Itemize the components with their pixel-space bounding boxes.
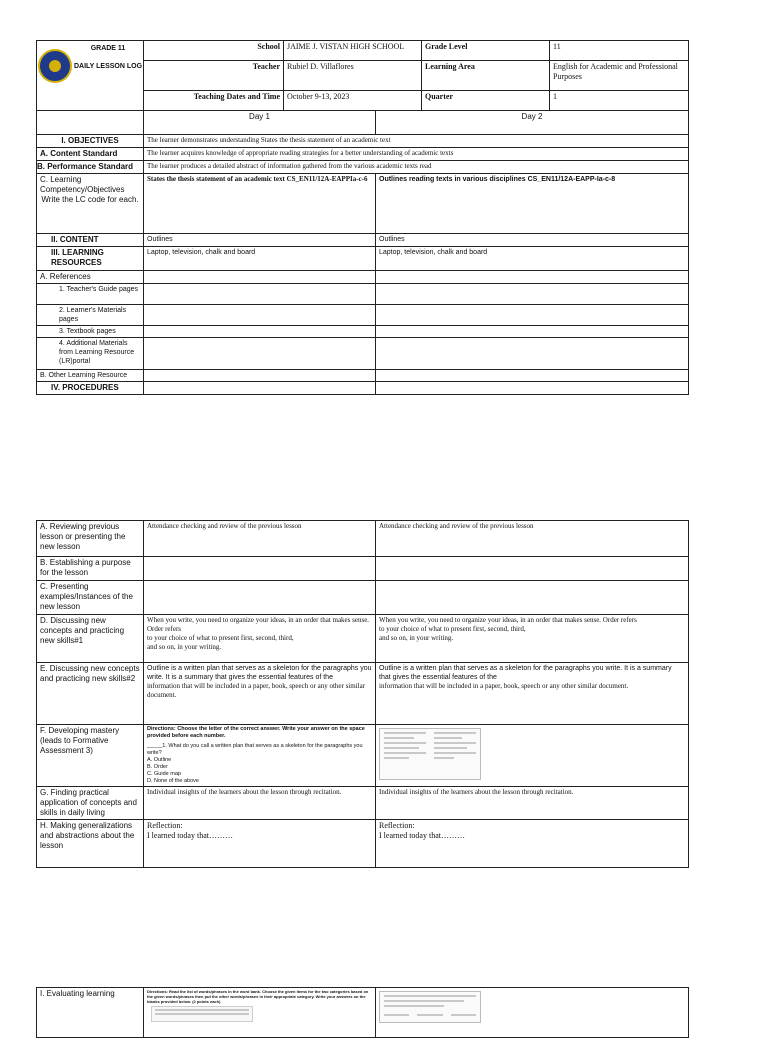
proc-f-label: F. Developing mastery (leads to Formative Assessment 3) (37, 725, 144, 787)
proc-i-label: I. Evaluating learning (37, 988, 144, 1038)
dates-label: Teaching Dates and Time (144, 91, 284, 111)
lc-day2: Outlines reading texts in various disciplines CS_EN11/12A-EAPP-Ia-c-8 (376, 174, 689, 234)
proc-f-day1-option-b: B. Order (147, 764, 168, 770)
proc-f-day1-option-c: C. Guide map (147, 771, 181, 777)
evaluation-worksheet-thumbnail (379, 991, 481, 1023)
quarter-value: 1 (550, 91, 689, 111)
proc-h-day2-line1: Reflection: (379, 821, 415, 830)
lc-label-line1: C. Learning Competency/Objectives (40, 175, 125, 194)
objectives-text: The learner demonstrates understanding States the thesis statement of an academic text (144, 135, 689, 148)
school-seal-icon (38, 49, 72, 83)
procedures-table (36, 520, 689, 868)
proc-h-day2 (376, 820, 689, 868)
header-logo-cell (37, 41, 144, 111)
learning-area-label: Learning Area (422, 61, 550, 91)
proc-d-day2-line3: and so on, in your writing. (379, 634, 454, 642)
proc-d-day2-line1: When you write, you need to organize your ideas, in an order that makes sense. Order refers (379, 616, 637, 624)
proc-e-day1-line1: Outline is a written plan that serves as a skeleton for the paragraphs you write. It is a summary that gives the essential features of the (147, 665, 372, 681)
learning-competency-label (37, 174, 144, 234)
proc-d-day1-line2: to your choice of what to present first, second, third, (147, 634, 294, 642)
lc-label-line2: Write the LC code for each. (41, 195, 139, 204)
proc-h-day1 (144, 820, 376, 868)
proc-e-day1 (144, 663, 376, 725)
proc-h-day1-line1: Reflection: (147, 821, 183, 830)
resources-label: III. LEARNING RESOURCES (37, 247, 144, 271)
proc-d-day1 (144, 615, 376, 663)
proc-h-day1-line2: I learned today that……… (147, 831, 233, 840)
proc-f-day1-directions: Directions: Choose the letter of the correct answer. Write your answer on the space provided before each number. (147, 726, 365, 739)
proc-h-day2-line2: I learned today that……… (379, 831, 465, 840)
content-standard-text: The learner acquires knowledge of appropriate reading strategies for a better understanding of academic texts (144, 148, 689, 161)
day2-header: Day 2 (376, 111, 689, 135)
proc-d-day2-line2: to your choice of what to present first, second, third, (379, 625, 526, 633)
log-title: DAILY LESSON LOG (73, 63, 143, 70)
evaluation-table (36, 987, 689, 1038)
ref-additional-materials: 4. Additional Materials from Learning Resource (LR)portal (37, 338, 144, 370)
other-learning-resource: B. Other Learning Resource (37, 370, 144, 382)
proc-d-day1-line1: When you write, you need to organize your ideas, in an order that makes sense. Order refers (147, 616, 370, 633)
proc-d-day2 (376, 615, 689, 663)
objectives-table (36, 110, 689, 395)
proc-g-label: G. Finding practical application of concepts and skills in daily living (37, 787, 144, 820)
learning-area-value: English for Academic and Professional Purposes (550, 61, 689, 91)
ref-teachers-guide: 1. Teacher's Guide pages (37, 284, 144, 305)
proc-c-label: C. Presenting examples/Instances of the new lesson (37, 581, 144, 615)
school-value: JAIME J. VISTAN HIGH SCHOOL (284, 41, 422, 61)
objectives-label: I. OBJECTIVES (37, 135, 144, 148)
proc-g-day2: Individual insights of the learners about the lesson through recitation. (376, 787, 689, 820)
grade-level-value: 11 (550, 41, 689, 61)
ref-learners-materials: 2. Learner's Materials pages (37, 305, 144, 326)
worksheet-thumbnail (379, 728, 481, 780)
performance-standard-label: B. Performance Standard (37, 161, 144, 174)
proc-f-day2 (376, 725, 689, 787)
proc-d-label: D. Discussing new concepts and practicing new skills#1 (37, 615, 144, 663)
proc-e-day1-line2: information that will be included in a paper, book, speech or any other similar document. (147, 682, 366, 699)
proc-f-day1-option-d: D. None of the above (147, 778, 199, 784)
lc-day1: States the thesis statement of an academic text CS_EN11/12A-EAPPIa-c-6 (144, 174, 376, 234)
proc-i-day1 (144, 988, 376, 1038)
proc-e-day2-line1: Outline is a written plan that serves as a skeleton for the paragraphs you write. It is a summary that gives the essential features of the (379, 665, 672, 681)
performance-standard-text: The learner produces a detailed abstract of information gathered from the various academic texts read (144, 161, 689, 174)
content-day2: Outlines (376, 234, 689, 247)
quarter-label: Quarter (422, 91, 550, 111)
proc-e-day2-line2: information that will be included in a paper, book, speech or any other similar document. (379, 682, 629, 690)
proc-f-day1 (144, 725, 376, 787)
proc-i-day1-directions: Directions: Read the list of words/phrases in the word bank. Choose the given items for the two categories based on the given words/phrases then put the other words/phrases in their appropriate category. Write your answers on the blanks provided below. (2 points each) (147, 989, 369, 1004)
proc-i-day2 (376, 988, 689, 1038)
proc-a-day2: Attendance checking and review of the previous lesson (376, 521, 689, 557)
dates-value: October 9-13, 2023 (284, 91, 422, 111)
proc-f-day1-option-a: A. Outline (147, 757, 172, 763)
resources-day1: Laptop, television, chalk and board (144, 247, 376, 271)
proc-g-day1: Individual insights of the learners about the lesson through recitation. (144, 787, 376, 820)
grade-heading: GRADE 11 (90, 45, 126, 52)
proc-a-day1: Attendance checking and review of the previous lesson (144, 521, 376, 557)
content-standard-label: A. Content Standard (37, 148, 144, 161)
teacher-value: Rubiel D. Villaflores (284, 61, 422, 91)
proc-h-label: H. Making generalizations and abstractions about the lesson (37, 820, 144, 868)
content-day1: Outlines (144, 234, 376, 247)
school-label: School (144, 41, 284, 61)
grade-level-label: Grade Level (422, 41, 550, 61)
references-label: A. References (37, 271, 144, 284)
proc-b-label: B. Establishing a purpose for the lesson (37, 557, 144, 581)
proc-e-day2 (376, 663, 689, 725)
proc-e-label: E. Discussing new concepts and practicing new skills#2 (37, 663, 144, 725)
procedures-label: IV. PROCEDURES (37, 382, 144, 395)
ref-textbook: 3. Textbook pages (37, 326, 144, 338)
teacher-label: Teacher (144, 61, 284, 91)
day1-header: Day 1 (144, 111, 376, 135)
header-table (36, 40, 689, 111)
word-bank-thumbnail (151, 1006, 253, 1022)
proc-a-label: A. Reviewing previous lesson or presenting the new lesson (37, 521, 144, 557)
content-label: II. CONTENT (37, 234, 144, 247)
proc-f-day1-question: _____1. What do you call a written plan that serves as a skeleton for the paragraphs you write? (147, 743, 363, 756)
proc-d-day1-line3: and so on, in your writing. (147, 643, 222, 651)
resources-day2: Laptop, television, chalk and board (376, 247, 689, 271)
